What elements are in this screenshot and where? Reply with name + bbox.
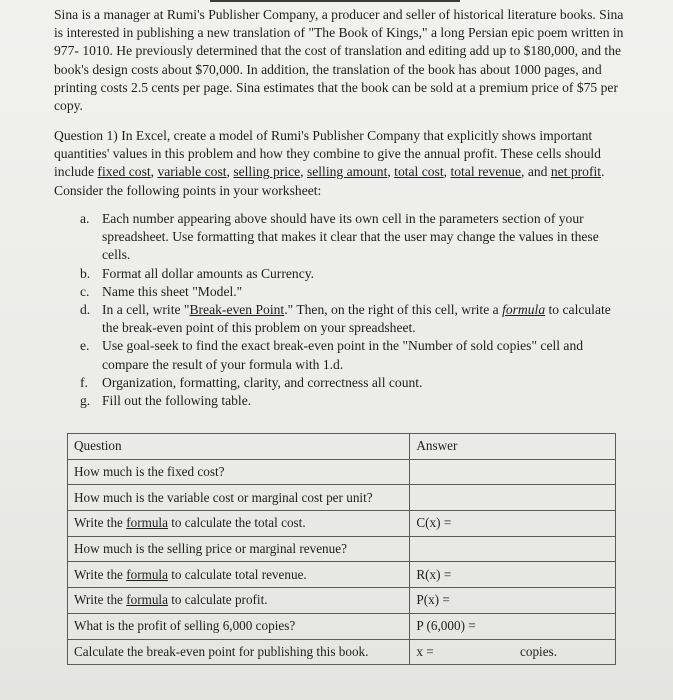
- intro-paragraph: Sina is a manager at Rumi's Publisher Company, a producer and seller of historical literature books. Sina is interested in publishing a new translation of "The Book of Kings," a long Persian epic poem written in 977- 1010. He previously determined that the cost of translation and editing add up to $180,000, and the book's design costs about $70,000. In addition, the translation of the book has about 1000 pages, and printing costs 2.5 cents per page. Sina estimates that the book can be sold at a premium price of $75 per copy.: [54, 7, 624, 114]
- table-row: [68, 459, 616, 485]
- list-item-c: c. Name this sheet "Model.": [80, 283, 243, 299]
- term-net-profit: net profit: [550, 164, 602, 180]
- answer-cell[interactable]: x = copies.: [410, 639, 616, 665]
- question-cell: Calculate the break-even point for publishing this book.: [68, 639, 410, 665]
- list-item-g: g. Fill out the following table.: [80, 393, 252, 409]
- list-item-b: b. Format all dollar amounts as Currency.: [80, 265, 315, 281]
- answer-cell[interactable]: R(x) =: [410, 562, 616, 588]
- header-question: Question: [68, 434, 410, 460]
- answer-cell[interactable]: [410, 536, 616, 562]
- question-cell: Write the formula to calculate total revenue.: [68, 562, 410, 588]
- term-break-even-point: Break-even Point: [189, 302, 285, 318]
- table-row: [68, 613, 616, 639]
- table-row: [68, 536, 616, 562]
- term-variable-cost: variable cost: [157, 164, 227, 180]
- answer-table: [67, 433, 616, 665]
- term-total-cost: total cost: [394, 164, 444, 180]
- copies-unit: copies.: [520, 643, 557, 659]
- header-answer: Answer: [410, 434, 616, 460]
- answer-cell[interactable]: P(x) =: [410, 588, 616, 614]
- term-selling-amount: selling amount: [306, 164, 388, 180]
- question-cell: Write the formula to calculate profit.: [68, 588, 410, 614]
- answer-cell[interactable]: P (6,000) =: [410, 613, 616, 639]
- question-cell: What is the profit of selling 6,000 copies?: [68, 613, 410, 639]
- term-total-revenue: total revenue: [450, 164, 522, 180]
- list-item-f: f. Organization, formatting, clarity, and correctness all count.: [80, 374, 423, 390]
- question-suffix: . Consider the following points in your worksheet:: [54, 164, 605, 198]
- answer-cell[interactable]: C(x) =: [410, 511, 616, 537]
- table-row: [68, 511, 616, 537]
- list-item-d: d. In a cell, write "Break-even Point." Then, on the right of this cell, write a formula to calculate the break-even point of this problem on your spreadsheet.: [80, 302, 611, 336]
- answer-cell[interactable]: [410, 459, 616, 485]
- question-paragraph: Question 1) In Excel, create a model of Rumi's Publisher Company that explicitly shows important quantities' values in this problem and how they combine to give the annual profit. These cells should include fixed cost, variable cost, selling price, selling amount, total cost, total revenue, and net profit. Consider the following points in your worksheet:: [54, 128, 605, 198]
- table-row: [68, 588, 616, 614]
- table-row: [68, 639, 616, 665]
- question-cell: How much is the variable cost or marginal cost per unit?: [68, 485, 410, 511]
- header-rule: [210, 0, 460, 2]
- list-item-e: e. Use goal-seek to find the exact break-even point in the "Number of sold copies" cell and compare the result of your formula with 1.d.: [80, 338, 584, 372]
- table-row: [68, 485, 616, 511]
- answer-cell[interactable]: [410, 485, 616, 511]
- question-cell: How much is the fixed cost?: [68, 459, 410, 485]
- list-item-a: a. Each number appearing above should have its own cell in the parameters section of your spreadsheet. Use formatting that makes it clear that the user may change the values in these cells.: [80, 211, 599, 263]
- instruction-list: [80, 210, 625, 410]
- term-selling-price: selling price: [233, 164, 301, 180]
- question-cell: Write the formula to calculate the total cost.: [68, 511, 410, 537]
- term-fixed-cost: fixed cost: [97, 164, 151, 180]
- table-header-row: [68, 434, 616, 460]
- question-cell: How much is the selling price or marginal revenue?: [68, 536, 410, 562]
- term-formula: formula: [502, 302, 546, 318]
- question-prefix: Question 1) In Excel, create a model of Rumi's Publisher Company that explicitly shows important quantities' values in this problem and how they combine to give the annual profit. These cells should include: [54, 128, 601, 180]
- table-row: [68, 562, 616, 588]
